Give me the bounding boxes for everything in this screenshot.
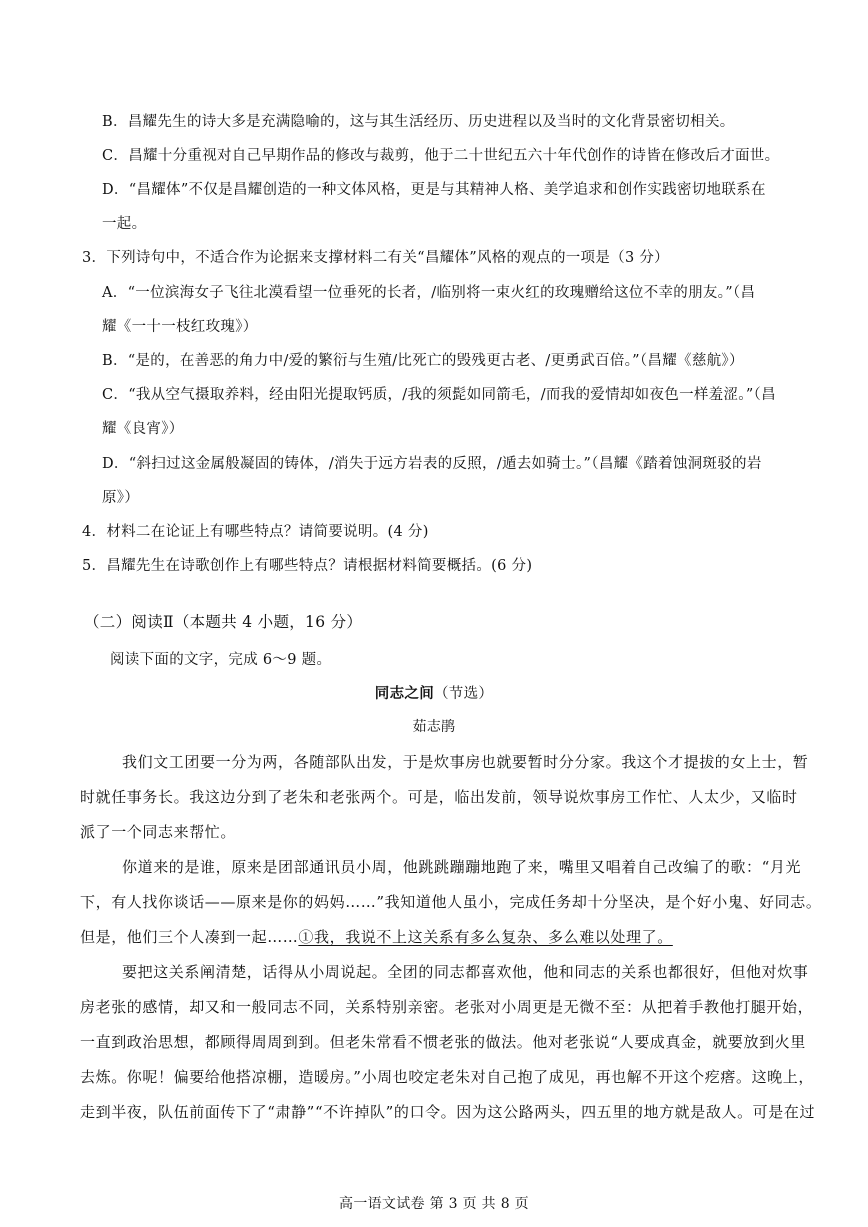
q2-option-d: D．“昌耀体”不仅是昌耀创造的一种文体风格，更是与其精神人格、美学追求和创作实践密切地联系在: [102, 182, 766, 198]
paragraph-1-line-2: 时就任事务长。我这边分到了老朱和老张两个。可是，临出发前，领导说炊事房工作忙、人太少，又临时: [80, 788, 798, 806]
paragraph-1-line-3: 派了一个同志来帮忙。: [80, 823, 237, 841]
q2-option-b: B．昌耀先生的诗大多是充满隐喻的，这与其生活经历、历史进程以及当时的文化背景密切相关。: [102, 114, 735, 130]
paragraph-2-line-3-text: 但是，他们三个人凑到一起……: [80, 928, 299, 946]
q3-option-b: B．“是的，在善恶的角力中/爱的繁衍与生殖/比死亡的毁残更古老、/更勇武百倍。”（昌耀《慈航》）: [102, 353, 744, 369]
paragraph-3-line-4: 去炼。你呢！偏要给他搭凉棚，造暖房。”小周也咬定老朱对自己抱了成见，再也解不开这个疙瘩。这晚上，: [80, 1068, 814, 1086]
q2-option-c: C．昌耀十分重视对自己早期作品的修改与裁剪，他于二十世纪五六十年代创作的诗皆在修改后才面世。: [102, 148, 780, 164]
q3-option-d: D．“斜扫过这金属般凝固的铸体，/消失于远方岩表的反照，/遁去如骑士。”（昌耀《踏着蚀洞斑驳的岩: [102, 456, 762, 472]
page-footer: 高一语文试卷 第 3 页 共 8 页: [339, 1196, 529, 1212]
q3-option-c-continued: 耀《良宵》）: [102, 421, 184, 437]
q3-option-a-continued: 耀《一十一枝红玫瑰》）: [102, 319, 258, 335]
paragraph-3-line-5: 走到半夜，队伍前面传下了“肃静”“不许掉队”的口令。因为这公路两头，四五里的地方就是敌人。可是在过: [80, 1103, 816, 1121]
underlined-sentence-1: ①我，我说不上这关系有多么复杂、多么难以处理了。: [298, 928, 673, 946]
q2-option-d-continued: 一起。: [102, 216, 147, 232]
passage-title-note: （节选）: [434, 686, 494, 702]
q3-option-a: A．“一位滨海女子飞往北漠看望一位垂死的长者，/临别将一束火红的玫瑰赠给这位不幸的朋友。”（昌: [102, 285, 756, 301]
q3-option-d-continued: 原》）: [102, 490, 140, 506]
paragraph-3-line-1: 要把这关系阐清楚，话得从小周说起。全团的同志都喜欢他，他和同志的关系也都很好，但他对炊事: [122, 963, 809, 981]
paragraph-2-line-2: 下，有人找你谈话——原来是你的妈妈……”我知道他人虽小，完成任务却十分坚决，是个好小鬼、好同志。: [80, 893, 822, 911]
passage-author: 茹志鹃: [412, 719, 456, 735]
paragraph-2-line-1: 你道来的是谁，原来是团部通讯员小周，他跳跳蹦蹦地跑了来，嘴里又唱着自己改编了的歌：“月光: [122, 858, 802, 876]
q5-stem: 5．昌耀先生在诗歌创作上有哪些特点？请根据材料简要概括。(6 分): [82, 558, 533, 574]
section-instruction: 阅读下面的文字，完成 6～9 题。: [110, 652, 332, 668]
passage-title-text: 同志之间: [374, 685, 434, 702]
paragraph-2-line-3: [80, 927, 673, 947]
paragraph-3-line-3: 一直到政治思想，都顾得周周到到。但老朱常看不惯老张的做法。他对老张说“人要成真金，就要放到火里: [80, 1033, 806, 1051]
q3-stem: 3．下列诗句中，不适合作为论据来支撑材料二有关“昌耀体”风格的观点的一项是（3 分）: [82, 250, 669, 266]
q3-option-c: C．“我从空气摄取养料，经由阳光提取钙质，/我的须髭如同箭毛，/而我的爱情却如夜色一样羞涩。”（昌: [102, 387, 776, 403]
paragraph-3-line-2: 房老张的感情，却又和一般同志不同，关系特别亲密。老张对小周更是无微不至：从把着手教他打腿开始，: [80, 998, 814, 1016]
paragraph-1-line-1: 我们文工团要一分为两，各随部队出发，于是炊事房也就要暂时分分家。我这个才提拔的女上士，暂: [122, 753, 809, 771]
q4-stem: 4．材料二在论证上有哪些特点？请简要说明。(4 分): [82, 524, 429, 540]
section-heading: （二）阅读Ⅱ（本题共 4 小题，16 分）: [84, 613, 363, 631]
passage-title: [0, 684, 868, 704]
